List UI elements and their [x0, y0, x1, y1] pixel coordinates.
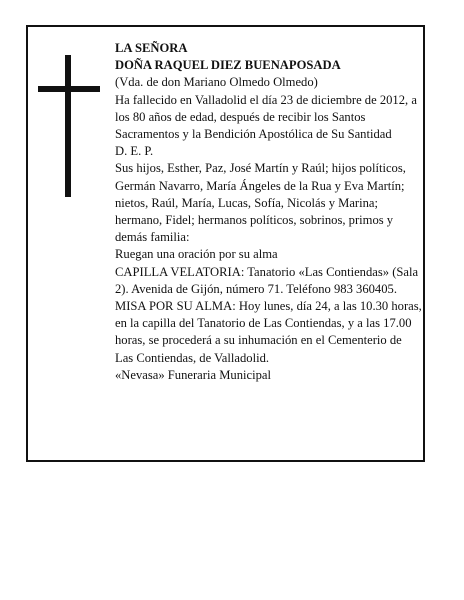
obituary-notice	[26, 25, 425, 462]
notice-text	[115, 40, 423, 384]
widow-of-line: (Vda. de don Mariano Olmedo Olmedo)	[115, 75, 318, 90]
deceased-name: DOÑA RAQUEL DIEZ BUENAPOSADA	[115, 58, 341, 73]
prayer-request: Ruegan una oración por su alma	[115, 247, 278, 262]
wake-details: CAPILLA VELATORIA: Tanatorio «Las Contiendas» (Sala 2). Avenida de Gijón, número 71. Teléfono 983 360405.	[115, 264, 419, 296]
mass-details: MISA POR SU ALMA: Hoy lunes, día 24, a las 10.30 horas, en la capilla del Tanatorio de Las Contiendas, y a las 17.00 horas, se procederá a su inhumación en el Cementerio de Las Contiendas, de Valladolid.	[115, 299, 422, 365]
death-announcement: Ha fallecido en Valladolid el día 23 de diciembre de 2012, a los 80 años de edad, después de recibir los Santos Sacramentos y la Bendición Apostólica de Su Santidad	[115, 92, 417, 142]
cross-vertical-bar	[65, 55, 71, 197]
funeral-home: «Nevasa» Funeraria Municipal	[115, 367, 271, 382]
cross-icon	[38, 55, 100, 197]
cross-horizontal-bar	[38, 86, 100, 92]
rip-line: D. E. P.	[115, 144, 154, 159]
family-list: Sus hijos, Esther, Paz, José Martín y Raúl; hijos políticos, Germán Navarro, María Ángeles de la Rua y Eva Martín; nietos, Raúl, María, Lucas, Sofía, Nicolás y Marina; hermano, Fidel; hermanos políticos, sobrinos, primos y demás familia:	[115, 161, 406, 245]
title-line-1: LA SEÑORA	[115, 41, 188, 55]
